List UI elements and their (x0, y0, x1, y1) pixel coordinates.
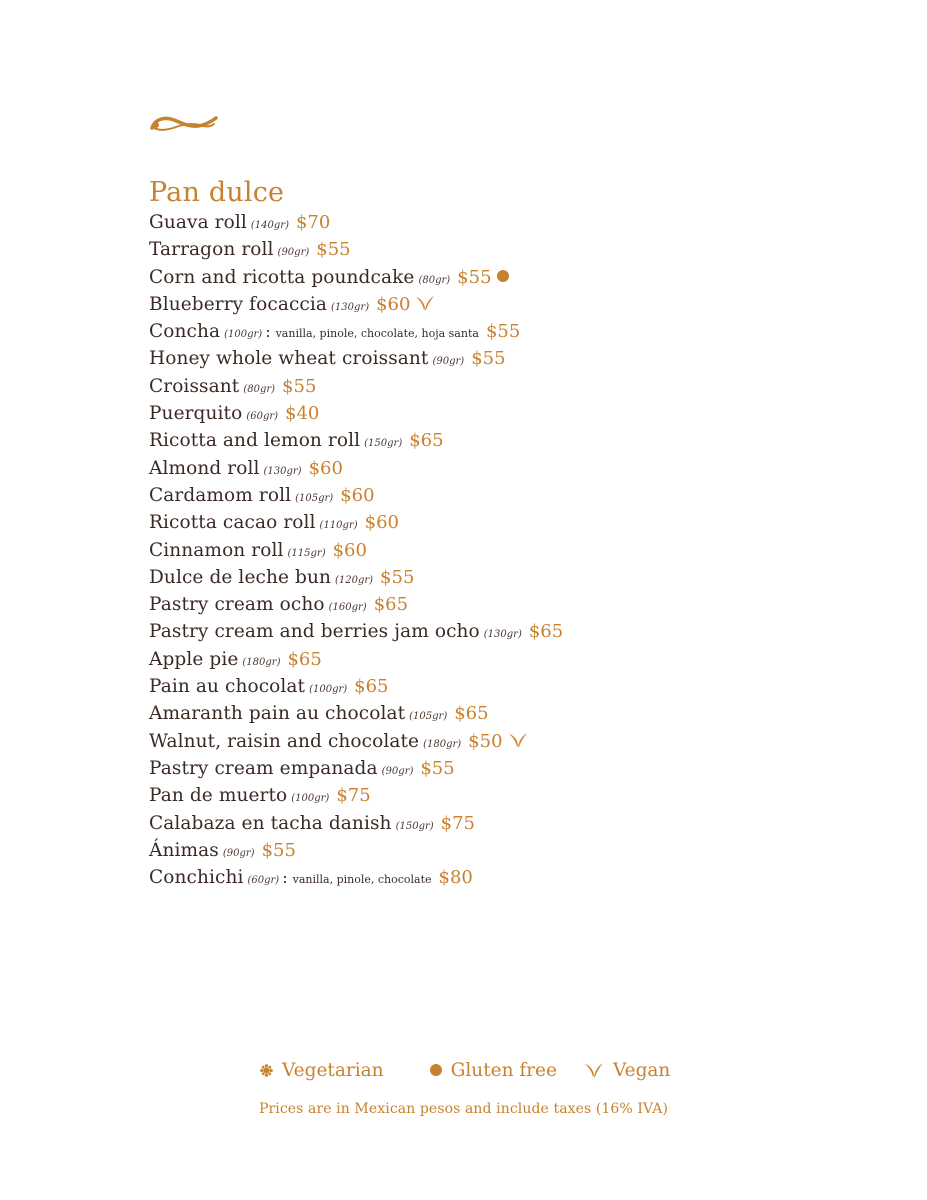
item-price: $75 (336, 785, 371, 807)
item-name: Ricotta cacao roll (149, 512, 316, 534)
menu-item (149, 810, 563, 837)
item-price: $65 (454, 703, 489, 725)
menu-item (149, 837, 563, 864)
menu-item (149, 482, 563, 509)
item-weight: (80gr) (243, 383, 276, 395)
item-name: Tarragon roll (149, 239, 274, 261)
item-weight: (90gr) (222, 847, 255, 859)
menu-item (149, 755, 563, 782)
item-price: $65 (409, 430, 444, 452)
item-name: Guava roll (149, 212, 247, 233)
legend-vegan-label: Vegan (612, 1059, 671, 1081)
item-price: $65 (528, 621, 564, 643)
item-weight: (105gr) (295, 492, 334, 504)
section-title: Pan dulce (149, 177, 285, 208)
menu-item (149, 427, 563, 454)
item-name: Pan de muerto (149, 785, 288, 807)
item-price: $55 (420, 757, 455, 779)
item-price: $55 (282, 375, 317, 397)
item-weight: (120gr) (334, 574, 374, 586)
menu-list (149, 209, 563, 891)
item-colon: : (265, 322, 271, 342)
dot-icon (430, 1064, 442, 1076)
menu-item (149, 864, 563, 891)
item-weight: (160gr) (328, 602, 367, 614)
item-name: Ricotta and lemon roll (149, 430, 361, 452)
item-weight: (180gr) (423, 738, 462, 750)
menu-item (149, 618, 563, 645)
item-price: $55 (471, 348, 506, 370)
item-price: $75 (440, 812, 476, 834)
item-price: $55 (316, 239, 351, 261)
menu-item (149, 591, 563, 618)
menu-item (149, 345, 563, 372)
item-price: $55 (457, 266, 492, 288)
item-price: $65 (354, 676, 389, 698)
item-price: $60 (308, 457, 343, 479)
menu-item (149, 264, 563, 291)
item-options: vanilla, pinole, chocolate, hoja santa (275, 327, 479, 341)
menu-item (149, 728, 563, 755)
item-name: Blueberry focaccia (149, 293, 328, 315)
item-name: Pastry cream empanada (149, 757, 378, 779)
menu-item (149, 318, 563, 345)
item-name: Cinnamon roll (149, 539, 284, 561)
item-name: Amaranth pain au chocolat (149, 703, 406, 725)
gluten-free-icon (497, 270, 509, 282)
item-name: Pastry cream and berries jam ocho (149, 621, 480, 643)
item-name: Walnut, raisin and chocolate (149, 730, 420, 752)
sprout-icon (584, 1062, 604, 1078)
item-name: Honey whole wheat croissant (149, 348, 429, 370)
item-price: $60 (364, 512, 399, 534)
flower-icon (260, 1064, 273, 1077)
item-name: Croissant (149, 375, 240, 397)
item-weight: (100gr) (309, 684, 348, 696)
menu-item (149, 509, 563, 536)
item-name: Cardamom roll (149, 484, 292, 506)
item-weight: (130gr) (483, 629, 522, 641)
item-name: Almond roll (149, 457, 260, 479)
item-price: $55 (485, 321, 521, 343)
menu-item (149, 782, 563, 809)
menu-item (149, 455, 563, 482)
legend-gluten-free (430, 1060, 557, 1081)
item-weight: (130gr) (263, 465, 302, 477)
item-price: $65 (287, 648, 322, 670)
item-name: Corn and ricotta poundcake (149, 266, 415, 288)
item-name: Concha (149, 321, 221, 343)
item-name: Pain au chocolat (149, 676, 306, 698)
item-price: $60 (376, 293, 411, 315)
item-weight: (180gr) (242, 656, 281, 668)
menu-item (149, 673, 563, 700)
price-footnote: Prices are in Mexican pesos and include taxes (16% IVA) (258, 1101, 669, 1117)
item-weight: (60gr) (246, 411, 279, 423)
item-price: $80 (438, 867, 473, 889)
item-weight: (115gr) (287, 547, 326, 559)
legend-gluten-free-label: Gluten free (450, 1059, 557, 1081)
item-name: Ánimas (149, 839, 219, 861)
legend-vegetarian-label: Vegetarian (282, 1059, 384, 1081)
item-weight: (90gr) (277, 247, 310, 259)
item-weight: (80gr) (418, 274, 451, 286)
menu-item (149, 373, 563, 400)
menu-item (149, 236, 563, 263)
item-price: $60 (332, 539, 367, 561)
menu-item (149, 646, 563, 673)
item-colon: : (282, 868, 288, 888)
item-price: $60 (340, 484, 375, 506)
item-price: $65 (373, 594, 409, 616)
item-price: $40 (285, 403, 320, 425)
item-price: $55 (380, 566, 415, 588)
item-weight: (90gr) (432, 356, 465, 368)
item-name: Conchichi (149, 867, 244, 889)
legend-vegan (584, 1060, 670, 1081)
item-weight: (140gr) (250, 220, 289, 231)
item-weight: (130gr) (331, 301, 370, 313)
menu-item (149, 564, 563, 591)
item-weight: (150gr) (395, 820, 434, 832)
menu-item (149, 209, 563, 236)
item-price: $50 (468, 730, 503, 752)
item-price: $70 (295, 212, 331, 233)
item-weight: (105gr) (409, 711, 448, 723)
menu-item (149, 700, 563, 727)
item-name: Pastry cream ocho (149, 594, 325, 616)
item-name: Puerquito (149, 403, 243, 425)
item-weight: (60gr) (247, 875, 280, 887)
flourish-ornament (150, 108, 218, 134)
menu-item (149, 537, 563, 564)
dietary-legend (260, 1056, 670, 1084)
item-weight: (90gr) (381, 765, 414, 777)
menu-item (149, 400, 563, 427)
item-weight: (100gr) (224, 329, 263, 341)
item-options: vanilla, pinole, chocolate (292, 873, 432, 887)
item-name: Calabaza en tacha danish (149, 812, 392, 834)
item-name: Dulce de leche bun (149, 566, 331, 588)
item-weight: (100gr) (291, 793, 330, 805)
vegan-icon (415, 295, 435, 311)
vegan-icon (508, 732, 528, 748)
item-price: $55 (261, 839, 296, 861)
item-weight: (110gr) (319, 520, 358, 532)
menu-item (149, 291, 563, 318)
item-name: Apple pie (149, 648, 239, 670)
item-weight: (150gr) (364, 438, 403, 450)
legend-vegetarian (260, 1060, 384, 1081)
